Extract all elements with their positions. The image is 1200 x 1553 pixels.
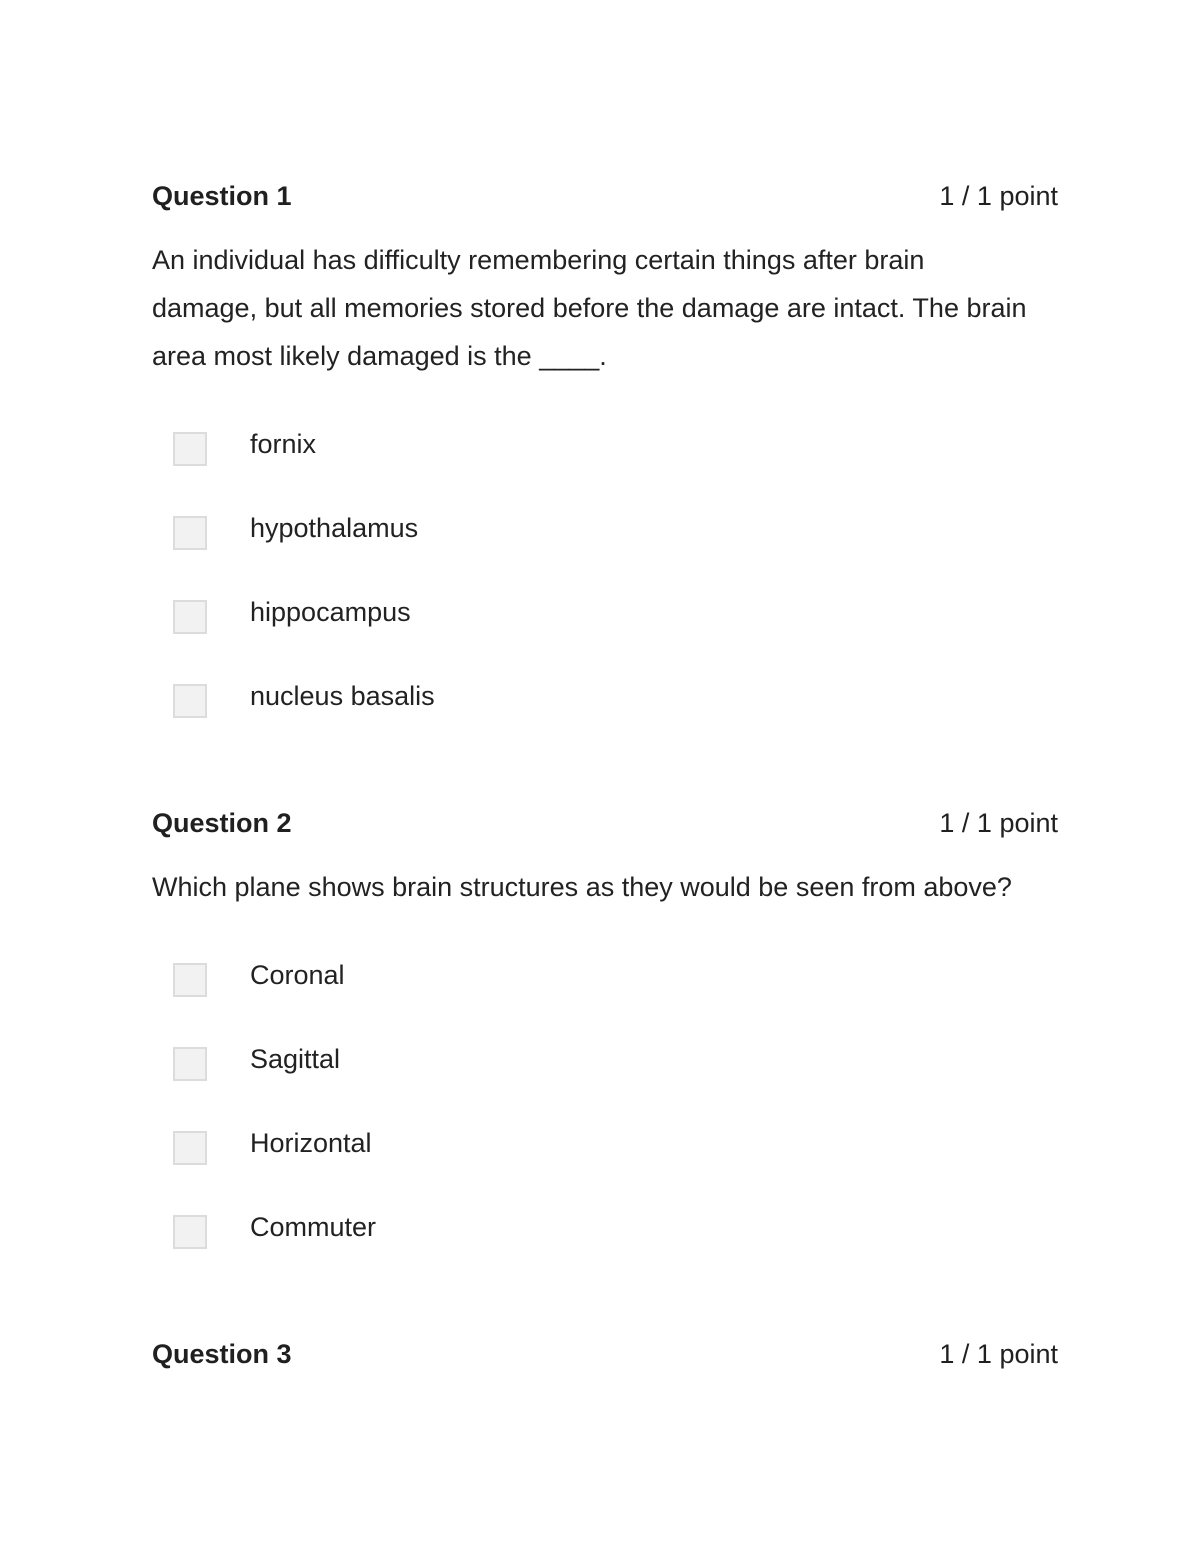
question-text: Which plane shows brain structures as they would be seen from above? (152, 872, 1012, 902)
question-1 (152, 178, 1058, 760)
answer-options (152, 955, 1058, 1291)
question-text: An individual has difficulty remembering certain things after brain damage, but all memories stored before the damage are intact. The brain area most likely damaged is the ____. (152, 245, 1027, 371)
question-header (152, 178, 1058, 214)
answer-option[interactable] (152, 424, 1058, 508)
checkbox[interactable] (173, 1215, 207, 1249)
option-label: hypothalamus (250, 513, 419, 543)
question-3 (152, 1336, 1058, 1372)
question-points: 1 / 1 point (939, 808, 1058, 838)
checkbox[interactable] (173, 963, 207, 997)
checkbox[interactable] (173, 684, 207, 718)
answer-option[interactable] (152, 1123, 1058, 1207)
question-header (152, 805, 1058, 841)
answer-options (152, 424, 1058, 760)
question-title: Question 2 (152, 808, 292, 838)
checkbox[interactable] (173, 432, 207, 466)
option-label: Coronal (250, 960, 345, 990)
answer-option[interactable] (152, 1039, 1058, 1123)
option-label: Horizontal (250, 1128, 372, 1158)
checkbox[interactable] (173, 1131, 207, 1165)
question-points: 1 / 1 point (939, 181, 1058, 211)
checkbox[interactable] (173, 516, 207, 550)
option-label: Sagittal (250, 1044, 341, 1074)
answer-option[interactable] (152, 676, 1058, 760)
checkbox[interactable] (173, 600, 207, 634)
checkbox[interactable] (173, 1047, 207, 1081)
option-label: Commuter (250, 1212, 377, 1242)
question-2 (152, 805, 1058, 1291)
option-label: nucleus basalis (250, 681, 435, 711)
answer-option[interactable] (152, 955, 1058, 1039)
answer-option[interactable] (152, 1207, 1058, 1291)
option-label: fornix (250, 429, 317, 459)
question-title: Question 3 (152, 1339, 292, 1369)
option-label: hippocampus (250, 597, 411, 627)
answer-option[interactable] (152, 508, 1058, 592)
question-header (152, 1336, 1058, 1372)
question-title: Question 1 (152, 181, 292, 211)
question-points: 1 / 1 point (939, 1339, 1058, 1369)
answer-option[interactable] (152, 592, 1058, 676)
